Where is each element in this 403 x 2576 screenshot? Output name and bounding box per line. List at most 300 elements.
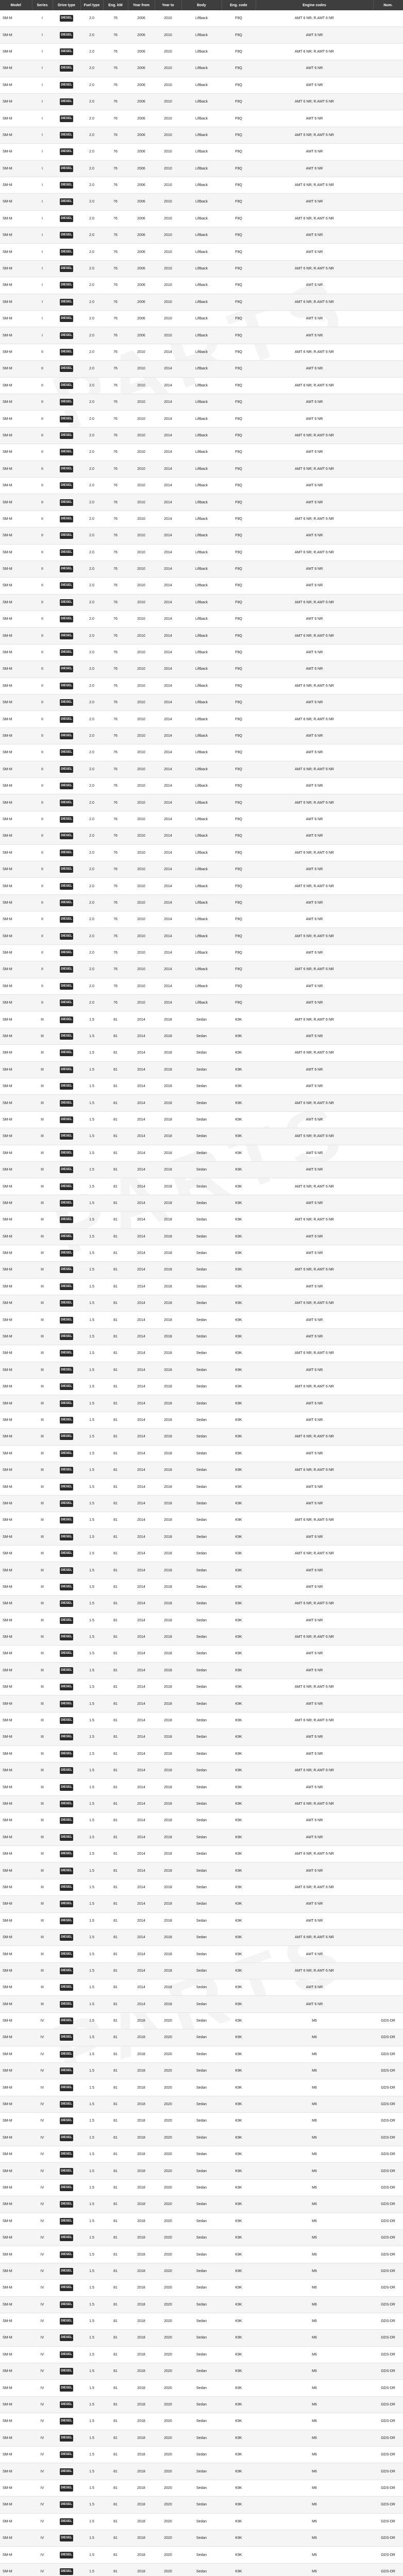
table-cell: F9Q xyxy=(222,461,256,477)
table-row[interactable] xyxy=(0,628,403,644)
table-cell: SM-M xyxy=(0,1596,32,1612)
table-row[interactable] xyxy=(0,2430,403,2446)
table-row[interactable] xyxy=(0,1562,403,1579)
table-row[interactable] xyxy=(0,1646,403,1662)
table-row[interactable] xyxy=(0,594,403,611)
table-cell: 81 xyxy=(103,1295,128,1312)
table-row[interactable] xyxy=(0,2296,403,2313)
table-row[interactable] xyxy=(0,2163,403,2179)
table-row[interactable] xyxy=(0,1479,403,1495)
table-cell: AMT 6 NR xyxy=(256,144,373,160)
table-row[interactable] xyxy=(0,1512,403,1529)
table-cell xyxy=(53,427,80,444)
table-cell: II xyxy=(32,677,53,694)
table-row[interactable] xyxy=(0,294,403,310)
table-row[interactable] xyxy=(0,2413,403,2430)
table-cell xyxy=(373,27,403,43)
table-cell: Sedan xyxy=(181,1779,222,1795)
table-row[interactable] xyxy=(0,1161,403,1178)
table-cell: III xyxy=(32,1479,53,1495)
table-cell: 1.5 xyxy=(80,1929,103,1945)
table-row[interactable] xyxy=(0,1362,403,1378)
col-header[interactable]: Year to xyxy=(155,0,181,10)
table-cell: SM-M xyxy=(0,828,32,844)
table-cell: K9K xyxy=(222,2146,256,2163)
table-row[interactable] xyxy=(0,644,403,660)
table-cell: GDS-DR xyxy=(373,2063,403,2079)
table-cell: 2.0 xyxy=(80,10,103,27)
table-row[interactable] xyxy=(0,2029,403,2046)
table-cell: 2010 xyxy=(128,911,155,928)
table-row[interactable] xyxy=(0,2313,403,2329)
table-cell: II xyxy=(32,628,53,644)
table-cell: 76 xyxy=(103,394,128,410)
table-row[interactable] xyxy=(0,1629,403,1645)
table-cell xyxy=(373,311,403,327)
table-row[interactable] xyxy=(0,1662,403,1679)
table-cell xyxy=(53,394,80,410)
table-cell xyxy=(53,177,80,193)
table-row[interactable] xyxy=(0,1212,403,1228)
table-cell: 2018 xyxy=(128,2430,155,2446)
table-cell: AMT 6 NR; R.AMT 6 NR xyxy=(256,1879,373,1895)
table-cell: 76 xyxy=(103,194,128,210)
table-cell xyxy=(53,1462,80,1478)
table-row[interactable] xyxy=(0,828,403,844)
table-cell: Liftback xyxy=(181,110,222,127)
table-cell: SM-M xyxy=(0,1395,32,1412)
table-cell: Liftback xyxy=(181,561,222,577)
table-row[interactable] xyxy=(0,561,403,577)
table-row[interactable] xyxy=(0,1429,403,1445)
table-cell xyxy=(53,2530,80,2546)
table-cell xyxy=(53,1278,80,1295)
table-row[interactable] xyxy=(0,1061,403,1078)
table-cell xyxy=(373,1862,403,1879)
table-cell xyxy=(53,1946,80,1962)
table-row[interactable] xyxy=(0,1812,403,1829)
table-cell: M6 xyxy=(256,2346,373,2363)
table-cell xyxy=(53,1295,80,1312)
table-row[interactable] xyxy=(0,27,403,43)
table-row[interactable] xyxy=(0,210,403,227)
table-row[interactable] xyxy=(0,377,403,394)
table-row[interactable] xyxy=(0,1128,403,1145)
table-row[interactable] xyxy=(0,1779,403,1795)
table-cell: AMT 6 NR; R.AMT 6 NR xyxy=(256,461,373,477)
table-row[interactable] xyxy=(0,2246,403,2263)
table-row[interactable] xyxy=(0,1195,403,1211)
table-row[interactable] xyxy=(0,1979,403,1996)
table-cell: Liftback xyxy=(181,727,222,744)
table-cell: F9Q xyxy=(222,878,256,894)
col-header[interactable]: Body xyxy=(181,0,222,10)
table-cell: F9Q xyxy=(222,777,256,794)
fuel-badge: DIESEL xyxy=(60,2334,73,2341)
table-cell: Sedan xyxy=(181,2463,222,2480)
table-cell xyxy=(373,1729,403,1745)
table-row[interactable] xyxy=(0,1111,403,1128)
table-row[interactable] xyxy=(0,928,403,944)
table-cell: IV xyxy=(32,2179,53,2196)
table-cell: 2014 xyxy=(155,444,181,461)
table-row[interactable] xyxy=(0,2530,403,2546)
table-row[interactable] xyxy=(0,144,403,160)
table-row[interactable] xyxy=(0,2463,403,2480)
table-row[interactable] xyxy=(0,1379,403,1395)
table-row[interactable] xyxy=(0,277,403,294)
table-row[interactable] xyxy=(0,1829,403,1845)
table-row[interactable] xyxy=(0,1579,403,1595)
table-row[interactable] xyxy=(0,1596,403,1612)
table-row[interactable] xyxy=(0,110,403,127)
table-cell: SM-M xyxy=(0,711,32,727)
table-cell: 81 xyxy=(103,2363,128,2380)
table-row[interactable] xyxy=(0,761,403,777)
table-row[interactable] xyxy=(0,961,403,978)
table-row[interactable] xyxy=(0,2547,403,2563)
table-row[interactable] xyxy=(0,1445,403,1462)
table-row[interactable] xyxy=(0,127,403,143)
table-row[interactable] xyxy=(0,2229,403,2246)
table-cell xyxy=(53,77,80,93)
table-row[interactable] xyxy=(0,2346,403,2363)
table-cell: 2014 xyxy=(155,594,181,611)
table-cell: IV xyxy=(32,2513,53,2530)
table-row[interactable] xyxy=(0,444,403,461)
table-row[interactable] xyxy=(0,2179,403,2196)
table-row[interactable] xyxy=(0,394,403,410)
col-header[interactable]: Eng. code xyxy=(222,0,256,10)
table-row[interactable] xyxy=(0,1262,403,1278)
table-row[interactable] xyxy=(0,1345,403,1362)
table-row[interactable] xyxy=(0,1545,403,1562)
table-row[interactable] xyxy=(0,1696,403,1712)
table-cell: II xyxy=(32,644,53,660)
table-row[interactable] xyxy=(0,93,403,110)
table-row[interactable] xyxy=(0,511,403,527)
col-header[interactable]: Fuel type xyxy=(80,0,103,10)
table-cell xyxy=(53,1345,80,1362)
table-row[interactable] xyxy=(0,1896,403,1912)
table-row[interactable] xyxy=(0,1962,403,1979)
table-cell: AMT 6 NR; R.AMT 6 NR xyxy=(256,711,373,727)
fuel-badge: DIESEL xyxy=(60,2318,73,2325)
table-row[interactable] xyxy=(0,194,403,210)
fuel-badge: DIESEL xyxy=(60,1634,73,1640)
table-row[interactable] xyxy=(0,677,403,694)
fuel-badge: DIESEL xyxy=(60,1216,73,1223)
table-cell: 81 xyxy=(103,1078,128,1095)
table-cell: 2.0 xyxy=(80,377,103,394)
table-cell xyxy=(53,677,80,694)
table-row[interactable] xyxy=(0,2096,403,2112)
table-cell xyxy=(373,361,403,377)
table-row[interactable] xyxy=(0,1328,403,1345)
table-row[interactable] xyxy=(0,811,403,827)
table-row[interactable] xyxy=(0,477,403,494)
table-row[interactable] xyxy=(0,727,403,744)
table-row[interactable] xyxy=(0,2513,403,2530)
table-cell: AMT 6 NR xyxy=(256,1061,373,1078)
table-row[interactable] xyxy=(0,2063,403,2079)
table-row[interactable] xyxy=(0,2563,403,2576)
table-row[interactable] xyxy=(0,2146,403,2163)
table-cell: K9K xyxy=(222,2296,256,2313)
table-row[interactable] xyxy=(0,327,403,344)
table-cell: 2020 xyxy=(155,2029,181,2046)
table-row[interactable] xyxy=(0,2263,403,2279)
table-row[interactable] xyxy=(0,794,403,811)
table-row[interactable] xyxy=(0,944,403,961)
table-cell: 81 xyxy=(103,1195,128,1211)
table-cell: 2014 xyxy=(155,461,181,477)
table-cell: M6 xyxy=(256,2530,373,2546)
table-cell: 1.5 xyxy=(80,1845,103,1862)
table-row[interactable] xyxy=(0,1996,403,2012)
table-row[interactable] xyxy=(0,2129,403,2146)
table-row[interactable] xyxy=(0,2330,403,2346)
table-cell: SM-M xyxy=(0,578,32,594)
col-header[interactable]: Model xyxy=(0,0,32,10)
fuel-badge: DIESEL xyxy=(60,532,73,539)
table-row[interactable] xyxy=(0,160,403,177)
fuel-badge: DIESEL xyxy=(60,2435,73,2442)
table-cell: GDS-DR xyxy=(373,2413,403,2430)
table-row[interactable] xyxy=(0,344,403,360)
table-cell: Sedan xyxy=(181,1362,222,1378)
fuel-badge: DIESEL xyxy=(60,1033,73,1040)
table-cell: 1.5 xyxy=(80,1579,103,1595)
table-cell: SM-M xyxy=(0,661,32,677)
table-cell: III xyxy=(32,1696,53,1712)
table-cell: 2020 xyxy=(155,2163,181,2179)
col-header[interactable]: Year from xyxy=(128,0,155,10)
table-cell: 2010 xyxy=(155,311,181,327)
table-row[interactable] xyxy=(0,461,403,477)
table-row[interactable] xyxy=(0,1228,403,1245)
table-cell: AMT 6 NR xyxy=(256,194,373,210)
table-row[interactable] xyxy=(0,2396,403,2413)
table-row[interactable] xyxy=(0,578,403,594)
table-cell: 2014 xyxy=(155,361,181,377)
table-row[interactable] xyxy=(0,878,403,894)
table-cell: 76 xyxy=(103,311,128,327)
table-row[interactable] xyxy=(0,2363,403,2380)
table-cell xyxy=(373,1646,403,1662)
col-header[interactable]: Series xyxy=(32,0,53,10)
table-row[interactable] xyxy=(0,1312,403,1328)
table-row[interactable] xyxy=(0,2196,403,2213)
table-row[interactable] xyxy=(0,1679,403,1696)
table-cell: 2.0 xyxy=(80,277,103,294)
table-cell: 2014 xyxy=(128,1379,155,1395)
col-header[interactable]: Engine codes xyxy=(256,0,373,10)
table-row[interactable] xyxy=(0,911,403,928)
table-row[interactable] xyxy=(0,1245,403,1261)
table-row[interactable] xyxy=(0,1145,403,1161)
fuel-badge: DIESEL xyxy=(60,2501,73,2508)
table-row[interactable] xyxy=(0,2046,403,2062)
table-row[interactable] xyxy=(0,1045,403,1061)
table-cell: 2010 xyxy=(155,127,181,143)
table-cell: M6 xyxy=(256,2063,373,2079)
table-row[interactable] xyxy=(0,10,403,27)
fuel-badge: DIESEL xyxy=(60,2535,73,2541)
table-row[interactable] xyxy=(0,1862,403,1879)
table-row[interactable] xyxy=(0,1879,403,1895)
table-cell: 2010 xyxy=(128,377,155,394)
table-cell: 81 xyxy=(103,1912,128,1929)
table-row[interactable] xyxy=(0,177,403,193)
table-row[interactable] xyxy=(0,2113,403,2129)
table-row[interactable] xyxy=(0,1178,403,1195)
table-cell: 1.5 xyxy=(80,2547,103,2563)
table-row[interactable] xyxy=(0,894,403,911)
table-row[interactable] xyxy=(0,995,403,1011)
table-row[interactable] xyxy=(0,777,403,794)
table-row[interactable] xyxy=(0,2480,403,2496)
table-cell: 2014 xyxy=(128,1312,155,1328)
table-row[interactable] xyxy=(0,2079,403,2096)
table-cell: IV xyxy=(32,2396,53,2413)
fuel-badge: DIESEL xyxy=(60,2018,73,2024)
table-cell xyxy=(53,711,80,727)
table-row[interactable] xyxy=(0,244,403,260)
table-cell: K9K xyxy=(222,1712,256,1728)
table-cell: 2020 xyxy=(155,2563,181,2576)
fuel-badge: DIESEL xyxy=(60,883,73,890)
table-cell: AMT 6 NR xyxy=(256,411,373,427)
table-cell: Liftback xyxy=(181,761,222,777)
fuel-badge: DIESEL xyxy=(60,2051,73,2058)
table-row[interactable] xyxy=(0,1795,403,1812)
table-row[interactable] xyxy=(0,611,403,628)
table-row[interactable] xyxy=(0,528,403,544)
table-cell: 76 xyxy=(103,677,128,694)
table-row[interactable] xyxy=(0,1495,403,1512)
table-row[interactable] xyxy=(0,411,403,427)
table-row[interactable] xyxy=(0,1729,403,1745)
table-cell: SM-M xyxy=(0,1612,32,1629)
table-row[interactable] xyxy=(0,361,403,377)
table-row[interactable] xyxy=(0,1929,403,1945)
table-row[interactable] xyxy=(0,2380,403,2396)
table-cell xyxy=(53,1328,80,1345)
fuel-badge: DIESEL xyxy=(60,32,73,39)
table-row[interactable] xyxy=(0,1395,403,1412)
table-row[interactable] xyxy=(0,1612,403,1629)
table-row[interactable] xyxy=(0,43,403,60)
table-row[interactable] xyxy=(0,1095,403,1111)
table-cell: GDS-DR xyxy=(373,2263,403,2279)
table-row[interactable] xyxy=(0,2280,403,2296)
table-row[interactable] xyxy=(0,711,403,727)
table-cell: SM-M xyxy=(0,1762,32,1779)
table-cell: 2014 xyxy=(128,1812,155,1829)
table-row[interactable] xyxy=(0,427,403,444)
table-cell: 2014 xyxy=(155,844,181,861)
table-row[interactable] xyxy=(0,1762,403,1779)
fuel-badge: DIESEL xyxy=(60,65,73,72)
table-cell: I xyxy=(32,127,53,143)
table-row[interactable] xyxy=(0,1278,403,1295)
table-cell: Sedan xyxy=(181,2280,222,2296)
table-row[interactable] xyxy=(0,77,403,93)
table-cell: F9Q xyxy=(222,961,256,978)
table-row[interactable] xyxy=(0,1028,403,1044)
table-row[interactable] xyxy=(0,844,403,861)
table-cell: III xyxy=(32,1495,53,1512)
table-row[interactable] xyxy=(0,1462,403,1478)
table-row[interactable] xyxy=(0,2213,403,2229)
col-header[interactable]: Drive type xyxy=(53,0,80,10)
fuel-badge: DIESEL xyxy=(60,566,73,572)
col-header[interactable]: Eng. kW xyxy=(103,0,128,10)
table-row[interactable] xyxy=(0,1529,403,1545)
table-cell: K9K xyxy=(222,1779,256,1795)
table-cell: 2.0 xyxy=(80,511,103,527)
table-cell: SM-M xyxy=(0,2330,32,2346)
table-row[interactable] xyxy=(0,311,403,327)
table-cell: 2018 xyxy=(155,1729,181,1745)
table-cell: F9Q xyxy=(222,411,256,427)
table-cell: 2018 xyxy=(155,1979,181,1996)
table-cell: 2010 xyxy=(128,978,155,994)
table-row[interactable] xyxy=(0,60,403,77)
table-row[interactable] xyxy=(0,661,403,677)
table-cell: 2.0 xyxy=(80,761,103,777)
table-row[interactable] xyxy=(0,1946,403,1962)
table-row[interactable] xyxy=(0,494,403,511)
table-cell: 2006 xyxy=(128,294,155,310)
table-row[interactable] xyxy=(0,1845,403,1862)
table-row[interactable] xyxy=(0,694,403,711)
table-cell: SM-M xyxy=(0,1696,32,1712)
table-row[interactable] xyxy=(0,260,403,277)
table-row[interactable] xyxy=(0,1745,403,1762)
table-row[interactable] xyxy=(0,978,403,994)
table-cell: 81 xyxy=(103,2480,128,2496)
table-cell: SM-M xyxy=(0,294,32,310)
table-cell xyxy=(373,1412,403,1428)
table-row[interactable] xyxy=(0,744,403,761)
table-row[interactable] xyxy=(0,1712,403,1728)
table-cell xyxy=(53,2497,80,2513)
fuel-badge: DIESEL xyxy=(60,1667,73,1674)
table-cell: AMT 6 NR xyxy=(256,811,373,827)
table-row[interactable] xyxy=(0,861,403,877)
table-cell: 2014 xyxy=(128,1862,155,1879)
table-row[interactable] xyxy=(0,544,403,561)
col-header[interactable]: Num. xyxy=(373,0,403,10)
table-cell: SM-M xyxy=(0,727,32,744)
table-row[interactable] xyxy=(0,2012,403,2029)
table-row[interactable] xyxy=(0,1912,403,1929)
table-cell: AMT 6 NR; R.AMT 6 NR xyxy=(256,1045,373,1061)
table-row[interactable] xyxy=(0,2497,403,2513)
table-row[interactable] xyxy=(0,1078,403,1095)
table-row[interactable] xyxy=(0,1295,403,1312)
table-row[interactable] xyxy=(0,1011,403,1028)
table-row[interactable] xyxy=(0,227,403,244)
table-row[interactable] xyxy=(0,1412,403,1428)
table-cell: Sedan xyxy=(181,2229,222,2246)
table-row[interactable] xyxy=(0,2447,403,2463)
table-cell: 1.5 xyxy=(80,1812,103,1829)
fuel-badge: DIESEL xyxy=(60,1968,73,1974)
table-cell: 2010 xyxy=(155,144,181,160)
